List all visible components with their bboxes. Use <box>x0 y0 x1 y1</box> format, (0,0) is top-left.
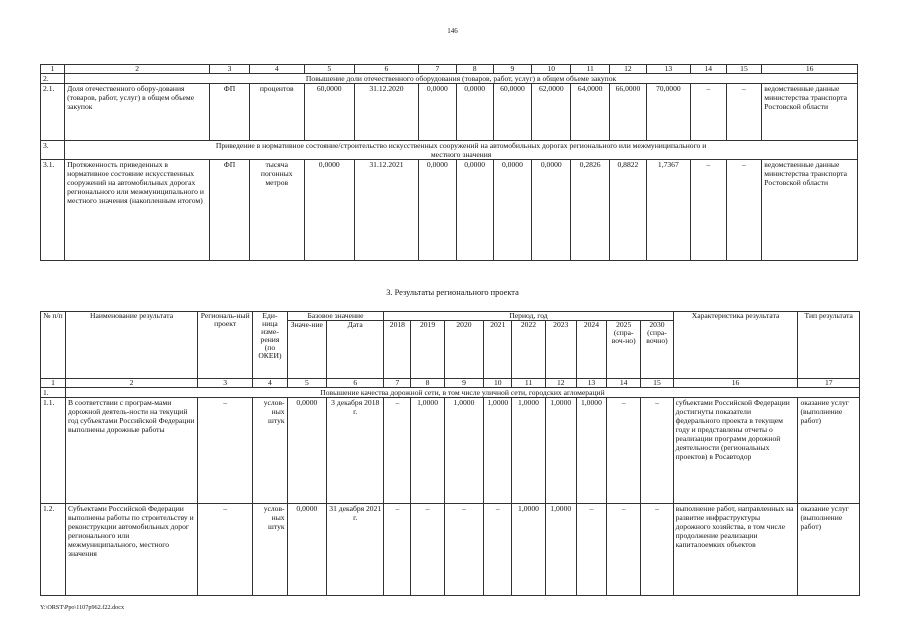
table-row: 1.2. Субъектами Российской Федерации выполнены работы по строительству и реконструкции автомобильных дорог регионального или межмуниципального, местного значения – услов-ных штук 0,0000 31 декабря 2021 г. – – – – 1,0000 1,0000 – – – выполнение работ, направленных на развитие инфраструктуры дорожного хозяйства, в том числе продолжение реализации капиталоемких объектов оказание услуг (выполнение работ) <box>41 504 860 596</box>
table-row: 1.1. В соответствии с програм-мами дорожной деятель-ности на текущий год субъектами Российской Федерации выполнены дорожные работы – услов-ных штук 0,0000 3 декабря 2018 г. – 1,0000 1,0000 1,0000 1,0000 1,0000 1,0000 – – субъектами Российской Федерации достигнуты показатели федерального проекта в текущем году и представлены отчеты о реализации программ дорожной деятельности (региональных проектов) в Росавтодор оказание услуг (выполнение работ) <box>41 398 860 504</box>
indicators-table <box>40 64 858 261</box>
table-row: 3.1. Протяженность приведенных в нормативное состояние искусственных сооружений на автомобильных дорогах регионального или межмуниципального и местного значения (накопленным итогом) ФП тысяча погонных метров 0,0000 31.12.2021 0,0000 0,0000 0,0000 0,0000 0,2826 0,8822 1,7367 – – ведомственные данные министерства транспорта Ростовской области <box>41 160 858 261</box>
table-row: 2.1. Доля отечественного обору-дования (товаров, работ, услуг) в общем объеме закупок ФП процентов 60,0000 31.12.2020 0,0000 0,0000 60,0000 62,0000 64,0000 66,0000 70,0000 – – ведомственные данные министерства транспорта Ростовской области <box>41 84 858 141</box>
file-path-footer: Y:\ORST\Ppo\1107p962.f22.docx <box>40 604 125 611</box>
column-numbers-row: 1 2 3 4 5 6 7 8 9 10 11 12 13 14 15 16 17 <box>41 379 860 388</box>
header-subrow: Значе-ние Дата 2018 2019 2020 2021 2022 2023 2024 2025 (спра-воч-но) 2030 (спра-вочно) <box>41 321 860 379</box>
page-number: 146 <box>447 27 458 35</box>
header-row: № п/п Наименование результата Региональ-ный проект Еди-ница изме-рения (по ОКЕИ) Базовое значение Период, год Характеристика результата Тип результата <box>41 312 860 321</box>
section-title: 3. Результаты регионального проекта <box>386 288 519 297</box>
section-row: 3. Приведение в нормативное состояние/строительство искусственных сооружений на автомобильных дорогах регионального или межмуниципального и местного значения <box>41 141 858 160</box>
results-table <box>40 311 860 596</box>
section-row: 2. Повышение доли отечественного оборудования (товаров, работ, услуг) в общем объеме закупок <box>41 74 858 84</box>
section-row: 1. Повышение качества дорожной сети, в том числе уличной сети, городских агломераций <box>41 388 860 398</box>
column-numbers-row: 1 2 3 4 5 6 7 8 9 10 11 12 13 14 15 16 <box>41 65 858 74</box>
